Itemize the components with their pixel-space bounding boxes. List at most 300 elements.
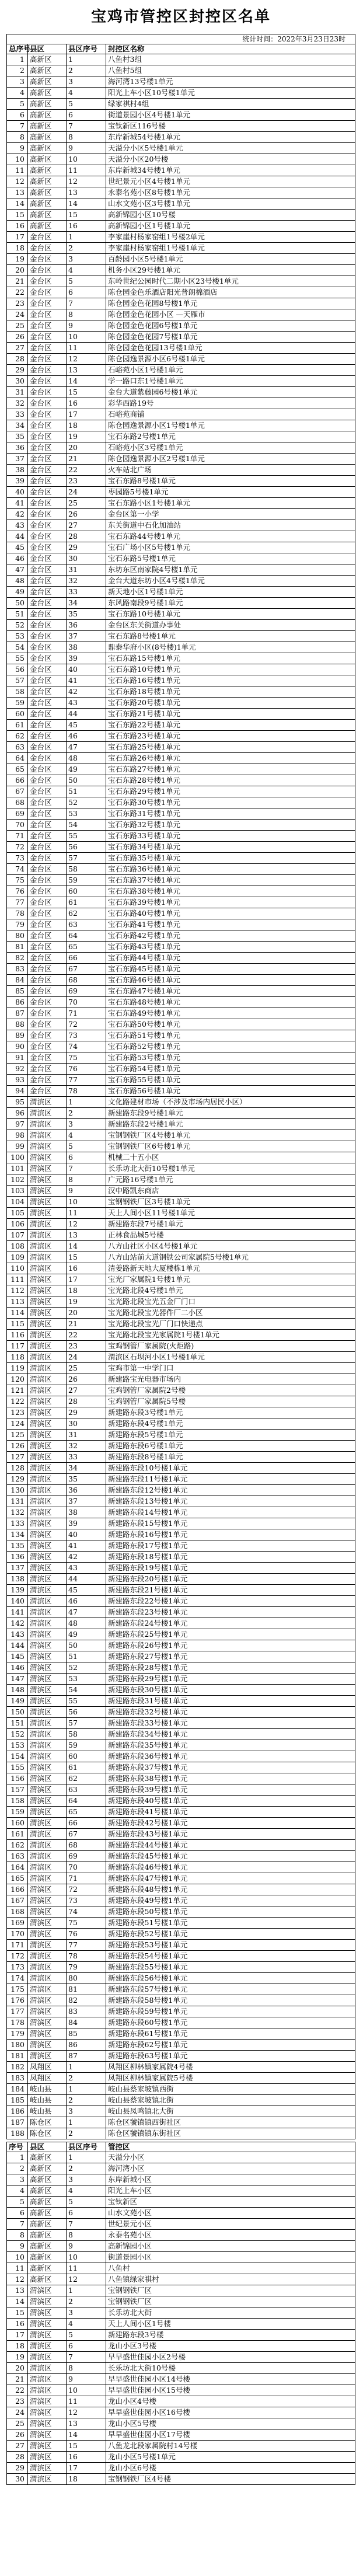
- row-district: 渭滨区: [28, 1685, 67, 1696]
- row-area-name: 世纪景元小区4号楼1单元: [106, 176, 355, 187]
- row-district: 金台区: [28, 853, 67, 864]
- table-row: [7, 786, 355, 797]
- row-district-index: 49: [67, 1629, 106, 1640]
- row-index: 10: [7, 154, 28, 165]
- row-index: 122: [7, 1396, 28, 1407]
- row-area-name: 石峪苑小区1号楼1单元: [106, 365, 355, 376]
- document: [6, 0, 355, 2485]
- row-district: 渭滨区: [28, 1163, 67, 1174]
- table-row: [7, 1341, 355, 1352]
- row-district-index: 85: [67, 2028, 106, 2040]
- row-area-name: 早早盛世佳园小区17号楼: [106, 2429, 355, 2441]
- row-index: 21: [7, 2374, 28, 2385]
- table-header-row: [7, 2142, 355, 2152]
- row-index: 17: [7, 2330, 28, 2341]
- sealed-area-rows: [7, 54, 355, 2139]
- table-row: [7, 742, 355, 753]
- row-district-index: 40: [67, 664, 106, 675]
- row-area-name: 八方山站前大道钢铁公司家属院5号楼1单元: [106, 1252, 355, 1263]
- row-area-name: 街道景园小区: [106, 2252, 355, 2263]
- row-index: 48: [7, 576, 28, 587]
- row-district-index: 11: [67, 165, 106, 176]
- row-district: 高新区: [28, 54, 67, 65]
- row-index: 145: [7, 1651, 28, 1662]
- row-district: 金台区: [28, 287, 67, 298]
- row-district: 渭滨区: [28, 1995, 67, 2006]
- row-district: 金台区: [28, 831, 67, 842]
- row-area-name: 宝鸡钢管厂家属院(火炬路): [106, 1341, 355, 1352]
- table-row: [7, 376, 355, 387]
- row-district-index: 17: [67, 1274, 106, 1285]
- table-row: [7, 298, 355, 309]
- row-district: 高新区: [28, 2185, 67, 2197]
- row-index: 97: [7, 1119, 28, 1130]
- table-row: [7, 853, 355, 864]
- row-area-name: 学一路口东1号楼1单元: [106, 376, 355, 387]
- table-row: [7, 1430, 355, 1441]
- table-row: [7, 1130, 355, 1141]
- table-row: [7, 309, 355, 320]
- row-index: 156: [7, 1773, 28, 1784]
- row-index: 4: [7, 2185, 28, 2197]
- row-index: 108: [7, 1241, 28, 1252]
- row-index: 128: [7, 1463, 28, 1474]
- row-area-name: 宝石东路49号楼1单元: [106, 1008, 355, 1019]
- row-area-name: 新建路东段52号楼1单元: [106, 1929, 355, 1940]
- row-district-index: 4: [67, 1130, 106, 1141]
- row-district-index: 16: [67, 1263, 106, 1274]
- row-district-index: 21: [67, 454, 106, 465]
- row-district-index: 34: [67, 598, 106, 609]
- row-index: 7: [7, 121, 28, 132]
- row-district: 金台区: [28, 1041, 67, 1052]
- row-district-index: 67: [67, 1829, 106, 1840]
- table-row: [7, 1784, 355, 1796]
- row-district-index: 79: [67, 1962, 106, 1973]
- row-area-name: 宝鸡钢管厂家属院5号楼: [106, 1396, 355, 1407]
- row-district: 高新区: [28, 65, 67, 76]
- table-row: [7, 1851, 355, 1862]
- row-district-index: 48: [67, 1618, 106, 1629]
- table-row: [7, 553, 355, 564]
- row-district-index: 66: [67, 1818, 106, 1829]
- row-district-index: 15: [67, 210, 106, 221]
- table-row: [7, 609, 355, 620]
- table-row: [7, 1474, 355, 1485]
- table-row: [7, 2418, 355, 2429]
- row-district: 渭滨区: [28, 1174, 67, 1186]
- row-district-index: 43: [67, 1563, 106, 1574]
- row-index: 110: [7, 1263, 28, 1274]
- row-index: 124: [7, 1418, 28, 1430]
- table-row: [7, 1363, 355, 1374]
- table-row: [7, 664, 355, 675]
- row-index: 15: [7, 2307, 28, 2319]
- row-district-index: 3: [67, 254, 106, 265]
- row-district-index: 28: [67, 1396, 106, 1407]
- row-index: 45: [7, 542, 28, 553]
- row-index: 63: [7, 742, 28, 753]
- table-row: [7, 1529, 355, 1540]
- row-area-name: 宝钢钢铁厂区6号楼1单元: [106, 1141, 355, 1152]
- row-district-index: 9: [67, 1186, 106, 1197]
- controlled-area-rows: [7, 2152, 355, 2485]
- table-row: [7, 1119, 355, 1130]
- row-area-name: 凤翔区柳林镇家属院4号楼: [106, 2062, 355, 2073]
- row-area-name: 宝石东路41号楼1单元: [106, 919, 355, 930]
- row-index: 130: [7, 1485, 28, 1496]
- row-index: 67: [7, 786, 28, 797]
- table-row: [7, 1208, 355, 1219]
- row-index: 23: [7, 298, 28, 309]
- row-index: 50: [7, 598, 28, 609]
- row-index: 8: [7, 132, 28, 143]
- row-area-name: 宝石东路55号楼1单元: [106, 1075, 355, 1086]
- row-index: 159: [7, 1807, 28, 1818]
- table-row: [7, 2274, 355, 2285]
- row-index: 112: [7, 1285, 28, 1296]
- row-area-name: 宝石东路28号楼1单元: [106, 775, 355, 786]
- row-district: 金台区: [28, 653, 67, 664]
- row-index: 47: [7, 564, 28, 576]
- row-area-name: 八鱼镇绿家祺村: [106, 2274, 355, 2285]
- row-district: 金台区: [28, 930, 67, 942]
- row-index: 32: [7, 398, 28, 409]
- row-district-index: 64: [67, 1796, 106, 1807]
- table-row: [7, 1629, 355, 1640]
- row-district: 渭滨区: [28, 1352, 67, 1363]
- row-district: 金台区: [28, 631, 67, 642]
- document-title: 宝鸡市管控区封控区名单: [90, 8, 271, 26]
- row-index: 183: [7, 2073, 28, 2084]
- table-row: [7, 2197, 355, 2208]
- row-district-index: 13: [67, 187, 106, 198]
- row-index: 15: [7, 210, 28, 221]
- table-row: [7, 154, 355, 165]
- row-index: 135: [7, 1540, 28, 1552]
- row-index: 23: [7, 2396, 28, 2407]
- table-row: [7, 1108, 355, 1119]
- row-district: 金台区: [28, 609, 67, 620]
- row-district: 渭滨区: [28, 1585, 67, 1596]
- row-district-index: 30: [67, 1418, 106, 1430]
- row-index: 34: [7, 420, 28, 431]
- table-row: [7, 2128, 355, 2139]
- row-district-index: 86: [67, 2040, 106, 2051]
- table-row: [7, 1308, 355, 1319]
- table-row: [7, 498, 355, 509]
- table-row: [7, 753, 355, 764]
- row-index: 105: [7, 1208, 28, 1219]
- row-area-name: 新建路东段55号楼1单元: [106, 1962, 355, 1973]
- row-district-index: 40: [67, 1529, 106, 1540]
- row-district: 金台区: [28, 387, 67, 398]
- row-area-name: 金台大道东坊小区4号楼1单元: [106, 576, 355, 587]
- row-index: 96: [7, 1108, 28, 1119]
- row-district: 高新区: [28, 2197, 67, 2208]
- row-index: 35: [7, 431, 28, 442]
- row-district: 渭滨区: [28, 1751, 67, 1762]
- row-district: 金台区: [28, 365, 67, 376]
- table-row: [7, 276, 355, 287]
- table-row: [7, 1751, 355, 1762]
- row-district-index: 70: [67, 1862, 106, 1873]
- row-district-index: 58: [67, 864, 106, 875]
- row-district-index: 3: [67, 2174, 106, 2185]
- row-area-name: 金台大道紫藤园6号楼1单元: [106, 387, 355, 398]
- row-area-name: 宝石东路47号楼1单元: [106, 986, 355, 997]
- row-index: 65: [7, 764, 28, 775]
- row-district-index: 1: [67, 2285, 106, 2296]
- table-row: [7, 919, 355, 930]
- row-district-index: 76: [67, 1929, 106, 1940]
- row-area-name: 长乐坊北大街10号楼: [106, 2363, 355, 2374]
- row-index: 160: [7, 1818, 28, 1829]
- table-row: [7, 265, 355, 276]
- row-area-name: 高新锦园小区10号楼: [106, 210, 355, 221]
- row-district: 金台区: [28, 420, 67, 431]
- row-area-name: 广元路16号楼1单元: [106, 1174, 355, 1186]
- row-district-index: 51: [67, 786, 106, 797]
- row-district-index: 38: [67, 642, 106, 653]
- row-district: 渭滨区: [28, 1241, 67, 1252]
- row-index: 11: [7, 2263, 28, 2274]
- row-area-name: 新建路东段42号楼1单元: [106, 1818, 355, 1829]
- table-row: [7, 2040, 355, 2051]
- row-district-index: 10: [67, 2252, 106, 2263]
- row-area-name: 天溢分小区: [106, 2152, 355, 2163]
- row-district: 渭滨区: [28, 2040, 67, 2051]
- row-district: 渭滨区: [28, 1640, 67, 1651]
- row-index: 24: [7, 309, 28, 320]
- row-district: 高新区: [28, 2219, 67, 2230]
- row-district-index: 25: [67, 1363, 106, 1374]
- table-row: [7, 1075, 355, 1086]
- row-index: 92: [7, 1064, 28, 1075]
- row-index: 20: [7, 2363, 28, 2374]
- row-index: 90: [7, 1041, 28, 1052]
- row-district: 渭滨区: [28, 1319, 67, 1330]
- row-index: 109: [7, 1252, 28, 1263]
- row-district-index: 3: [67, 2307, 106, 2319]
- row-index: 33: [7, 409, 28, 420]
- row-district-index: 63: [67, 919, 106, 930]
- row-area-name: 新建路东段45号楼1单元: [106, 1851, 355, 1862]
- row-district: 渭滨区: [28, 2006, 67, 2017]
- row-district-index: 56: [67, 1707, 106, 1718]
- table-row: [7, 587, 355, 598]
- row-district: 高新区: [28, 2152, 67, 2163]
- row-index: 30: [7, 376, 28, 387]
- row-index: 9: [7, 2241, 28, 2252]
- row-district: 金台区: [28, 886, 67, 897]
- row-district: 金台区: [28, 975, 67, 986]
- row-district-index: 36: [67, 620, 106, 631]
- row-area-name: 宝石东路50号楼1单元: [106, 1019, 355, 1030]
- row-area-name: 新建路东段41号楼1单元: [106, 1807, 355, 1818]
- table-row: [7, 232, 355, 243]
- row-area-name: 天溢分小区20号楼: [106, 154, 355, 165]
- row-index: 95: [7, 1097, 28, 1108]
- row-district: 金台区: [28, 786, 67, 797]
- row-district-index: 13: [67, 1230, 106, 1241]
- row-district: 渭滨区: [28, 1884, 67, 1895]
- row-index: 77: [7, 897, 28, 908]
- row-area-name: 宝钢钢铁厂区4号楼1单元: [106, 1130, 355, 1141]
- row-index: 101: [7, 1163, 28, 1174]
- row-index: 10: [7, 2252, 28, 2263]
- row-district-index: 84: [67, 2017, 106, 2028]
- row-district: 金台区: [28, 908, 67, 919]
- row-district-index: 11: [67, 343, 106, 354]
- row-district-index: 22: [67, 465, 106, 476]
- row-district: 高新区: [28, 2274, 67, 2285]
- row-index: 14: [7, 198, 28, 210]
- row-district: 金台区: [28, 986, 67, 997]
- row-district-index: 7: [67, 121, 106, 132]
- row-index: 29: [7, 2463, 28, 2474]
- row-index: 161: [7, 1829, 28, 1840]
- row-area-name: 新建路东段11号楼1单元: [106, 1474, 355, 1485]
- row-district: 渭滨区: [28, 2374, 67, 2385]
- row-index: 69: [7, 808, 28, 820]
- row-index: 184: [7, 2084, 28, 2095]
- table-row: [7, 243, 355, 254]
- table-row: [7, 398, 355, 409]
- row-district-index: 1: [67, 2152, 106, 2163]
- row-district-index: 18: [67, 1285, 106, 1296]
- row-area-name: 新建路东段50号楼1单元: [106, 1906, 355, 1918]
- row-district-index: 36: [67, 1485, 106, 1496]
- row-district: 金台区: [28, 686, 67, 698]
- table-row: [7, 1374, 355, 1385]
- row-district-index: 17: [67, 2463, 106, 2474]
- row-area-name: 宝石东路8号楼1单元: [106, 476, 355, 487]
- row-district-index: 12: [67, 1219, 106, 1230]
- row-district-index: 3: [67, 2106, 106, 2117]
- row-area-name: 宝石东路45号楼1单元: [106, 964, 355, 975]
- row-district-index: 75: [67, 1918, 106, 1929]
- row-area-name: 火车站北广场: [106, 465, 355, 476]
- row-area-name: 八鱼村: [106, 2263, 355, 2274]
- table-row: [7, 2396, 355, 2407]
- row-district: 渭滨区: [28, 1784, 67, 1796]
- row-area-name: 新建路东段22号楼1单元: [106, 1596, 355, 1607]
- row-district-index: 23: [67, 476, 106, 487]
- row-area-name: 东岭世纪公园时代二期小区23号楼1单元: [106, 276, 355, 287]
- row-district-index: 2: [67, 2095, 106, 2106]
- row-district: 渭滨区: [28, 1463, 67, 1474]
- row-index: 84: [7, 975, 28, 986]
- table-row: [7, 2084, 355, 2095]
- table-row: [7, 143, 355, 154]
- row-district: 渭滨区: [28, 1651, 67, 1662]
- row-district: 高新区: [28, 76, 67, 88]
- table-row: [7, 2307, 355, 2319]
- row-district-index: 87: [67, 2051, 106, 2062]
- row-district: 渭滨区: [28, 2028, 67, 2040]
- row-area-name: 新建路东段20号楼1单元: [106, 1574, 355, 1585]
- row-area-name: 宝石东路44号楼1单元: [106, 953, 355, 964]
- row-district: 金台区: [28, 964, 67, 975]
- header-district-index: 县区序号: [67, 2142, 106, 2152]
- table-row: [7, 2429, 355, 2441]
- row-area-name: 宝石东路56号楼1单元: [106, 1086, 355, 1097]
- stat-time: 统计时间：2022年3月23日23时: [6, 34, 355, 44]
- row-area-name: 陈仓园金色花园7号楼1单元: [106, 332, 355, 343]
- table-row: [7, 775, 355, 786]
- row-index: 16: [7, 221, 28, 232]
- row-index: 82: [7, 953, 28, 964]
- row-area-name: 宝光路北段宝光五金厂门口: [106, 1296, 355, 1308]
- table-row: [7, 1097, 355, 1108]
- row-index: 147: [7, 1674, 28, 1685]
- row-district: 渭滨区: [28, 2017, 67, 2028]
- row-district-index: 44: [67, 1574, 106, 1585]
- table-row: [7, 1330, 355, 1341]
- row-district-index: 2: [67, 243, 106, 254]
- row-index: 181: [7, 2051, 28, 2062]
- row-district-index: 21: [67, 1319, 106, 1330]
- row-district-index: 52: [67, 797, 106, 808]
- row-index: 185: [7, 2095, 28, 2106]
- row-index: 106: [7, 1219, 28, 1230]
- row-area-name: 宝石东路43号楼1单元: [106, 942, 355, 953]
- row-district-index: 55: [67, 1696, 106, 1707]
- table-row: [7, 354, 355, 365]
- row-district: 金台区: [28, 1086, 67, 1097]
- table-row: [7, 1163, 355, 1174]
- row-district-index: 14: [67, 198, 106, 210]
- row-district: 渭滨区: [28, 1773, 67, 1784]
- row-district-index: 5: [67, 2197, 106, 2208]
- row-district: 金台区: [28, 498, 67, 509]
- row-district: 金台区: [28, 797, 67, 808]
- row-index: 177: [7, 2006, 28, 2017]
- row-index: 28: [7, 354, 28, 365]
- row-district: 高新区: [28, 143, 67, 154]
- row-district-index: 5: [67, 276, 106, 287]
- row-area-name: 新建路东段44号楼1单元: [106, 1840, 355, 1851]
- row-district: 渭滨区: [28, 1895, 67, 1906]
- table-row: [7, 1041, 355, 1052]
- table-row: [7, 1518, 355, 1529]
- table-row: [7, 930, 355, 942]
- row-index: 27: [7, 343, 28, 354]
- row-district-index: 54: [67, 820, 106, 831]
- row-area-name: 宝钢钢铁厂区: [106, 2296, 355, 2307]
- row-district: 金台区: [28, 842, 67, 853]
- row-district-index: 6: [67, 287, 106, 298]
- row-district: 渭滨区: [28, 1574, 67, 1585]
- row-district-index: 8: [67, 1174, 106, 1186]
- row-district: 渭滨区: [28, 1197, 67, 1208]
- row-area-name: 八方山社区小区4号楼1单元: [106, 1241, 355, 1252]
- table-row: [7, 1385, 355, 1396]
- table-row: [7, 2474, 355, 2485]
- table-row: [7, 1219, 355, 1230]
- row-index: 162: [7, 1840, 28, 1851]
- row-index: 74: [7, 864, 28, 875]
- row-district: 渭滨区: [28, 1308, 67, 1319]
- row-district: 金台区: [28, 409, 67, 420]
- table-row: [7, 1296, 355, 1308]
- row-area-name: 新建路东段51号楼1单元: [106, 1918, 355, 1929]
- row-district-index: 44: [67, 709, 106, 720]
- row-index: 78: [7, 908, 28, 919]
- row-area-name: 新建路东段37号楼1单元: [106, 1762, 355, 1773]
- row-area-name: 宝钢钢铁厂区3号楼1单元: [106, 1197, 355, 1208]
